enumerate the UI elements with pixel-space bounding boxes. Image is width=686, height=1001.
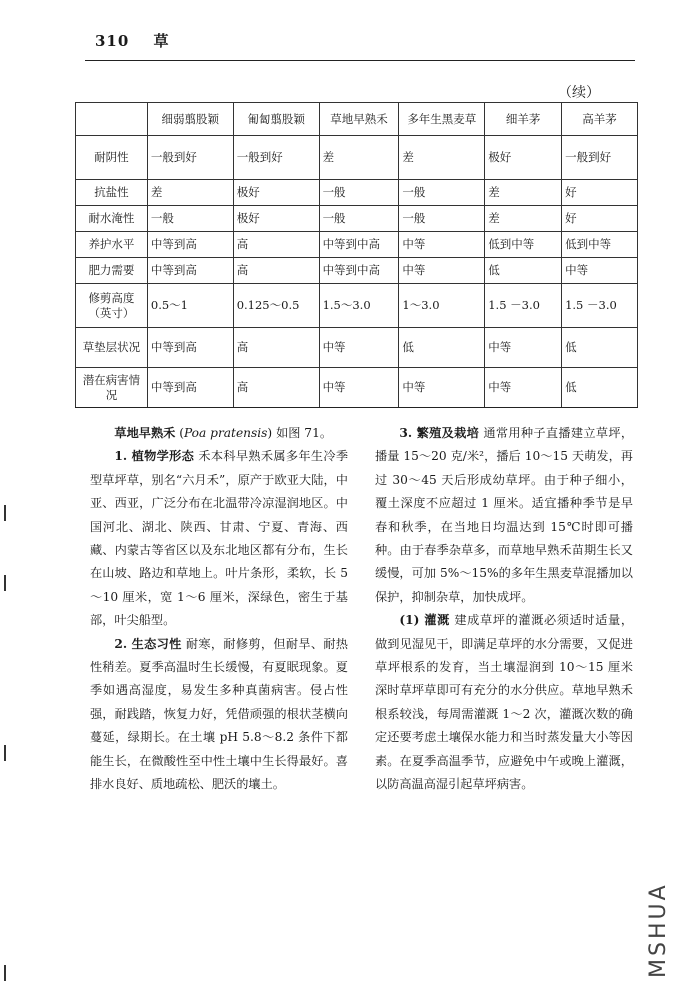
table-header-cell: 匍匐翦股颖 xyxy=(233,103,319,136)
row-label: 耐阴性 xyxy=(76,136,148,180)
scan-margin-mark xyxy=(4,965,6,981)
table-header-cell xyxy=(76,103,148,136)
table-cell: 1.5～3.0 xyxy=(319,284,399,328)
table-cell: 高 xyxy=(233,328,319,368)
species-name: 草地早熟禾 xyxy=(114,426,176,440)
table-cell: 高 xyxy=(233,258,319,284)
table-cell: 差 xyxy=(399,136,485,180)
table-cell: 中等 xyxy=(485,368,562,408)
header-rule xyxy=(85,60,635,61)
table-cell: 极好 xyxy=(233,180,319,206)
table-header-cell: 细弱翦股颖 xyxy=(147,103,233,136)
table-cell: 0.125～0.5 xyxy=(233,284,319,328)
row-label: 耐水淹性 xyxy=(76,206,148,232)
row-label: 抗盐性 xyxy=(76,180,148,206)
table-header-cell: 高羊茅 xyxy=(562,103,638,136)
table-cell: 中等到中高 xyxy=(319,232,399,258)
table-cell: 1～3.0 xyxy=(399,284,485,328)
table-row xyxy=(76,328,638,368)
paragraph xyxy=(375,609,633,796)
page-number: 310 xyxy=(95,32,130,50)
row-label: 肥力需要 xyxy=(76,258,148,284)
table-cell: 中等到高 xyxy=(147,258,233,284)
table-cell: 低到中等 xyxy=(562,232,638,258)
paragraph-heading: 3. 繁殖及栽培 xyxy=(399,426,480,440)
table-row xyxy=(76,180,638,206)
table-row xyxy=(76,258,638,284)
row-label: 草垫层状况 xyxy=(76,328,148,368)
table-cell: 一般 xyxy=(399,180,485,206)
table-cell: 中等 xyxy=(562,258,638,284)
table-cell: 中等到高 xyxy=(147,328,233,368)
table-cell: 中等到高 xyxy=(147,368,233,408)
table-cell: 中等 xyxy=(485,328,562,368)
paragraph xyxy=(90,445,348,632)
table-cell: 好 xyxy=(562,206,638,232)
table-cell: 一般到好 xyxy=(233,136,319,180)
table-header-row xyxy=(76,103,638,136)
table-row xyxy=(76,368,638,408)
table-cell: 一般到好 xyxy=(147,136,233,180)
scan-margin-mark xyxy=(4,505,6,521)
table-row xyxy=(76,232,638,258)
scan-margin-mark xyxy=(4,745,6,761)
row-label: 潜在病害情况 xyxy=(76,368,148,408)
table-cell: 高 xyxy=(233,368,319,408)
table-cell: 中等 xyxy=(399,258,485,284)
table-cell: 1.5 －3.0 xyxy=(485,284,562,328)
table-cell: 极好 xyxy=(233,206,319,232)
table-cell: 差 xyxy=(319,136,399,180)
table-cell: 低到中等 xyxy=(485,232,562,258)
table-cell: 中等 xyxy=(399,232,485,258)
table-row xyxy=(76,206,638,232)
table-cell: 差 xyxy=(485,206,562,232)
table-cell: 低 xyxy=(562,368,638,408)
page-header xyxy=(95,30,170,51)
paragraph-body: 建成草坪的灌溉必须适时适量，做到见湿见干，即满足草坪的水分需要，又促进草坪根系的发育，当土壤湿润到 10～15 厘米深时草坪草即可有充分的水分供应。草地早熟禾根系较浅，每周需灌溉 1～2 次，灌溉次数的确定还要考虑土壤保水能力和当时蒸发量大小等因素。在夏季高温季节，应避免中午或晚上灌溉，以防高温高湿引起草坪病害。 xyxy=(375,613,634,792)
watermark: MSHUA xyxy=(646,882,671,978)
row-label: 修剪高度（英寸） xyxy=(76,284,148,328)
paragraph-heading: 2. 生态习性 xyxy=(114,636,182,651)
paragraph xyxy=(375,422,633,609)
table-cell: 一般到好 xyxy=(562,136,638,180)
paragraph-body: 通常用种子直播建立草坪，播量 15～20 克/米²，播后 10～15 天萌发，再过 30～45 天后形成幼草坪。由于种子细小，覆土深度不应超过 1 厘米。适宜播种季节是早春和秋季，在当地日均温达到 15℃时即可播种。由于春季杂草多，而草地早熟禾苗期生长又缓慢，可加 5%～15%的多年生黑麦草混播加以保护，抑制杂草，加快成坪。 xyxy=(375,426,634,604)
table-header-cell: 草地早熟禾 xyxy=(319,103,399,136)
latin-name: Poa pratensis xyxy=(183,426,268,440)
table-cell: 高 xyxy=(233,232,319,258)
table-cell: 中等 xyxy=(319,368,399,408)
paragraph-body: 禾本科早熟禾属多年生冷季型草坪草，别名“六月禾”，原产于欧亚大陆，中亚、西亚，广泛分布在北温带冷凉湿润地区。中国河北、湖北、陕西、甘肃、宁夏、青海、西藏、内蒙古等省区以及东北地区都有分布，生长在山坡、路边和草地上。叶片条形，柔软，长 5～10 厘米，宽 1～6 厘米，深绿色，密生于基部，叶尖船型。 xyxy=(90,449,349,628)
table-cell: 中等 xyxy=(399,368,485,408)
table-cell: 低 xyxy=(485,258,562,284)
table-cell: 差 xyxy=(147,180,233,206)
table-cell: 低 xyxy=(562,328,638,368)
section-title: 草地早熟禾 (Poa pratensis) 如图 71。 xyxy=(114,426,333,440)
table-cell: 一般 xyxy=(399,206,485,232)
table-cell: 好 xyxy=(562,180,638,206)
table-cell: 极好 xyxy=(485,136,562,180)
table-cell: 一般 xyxy=(319,206,399,232)
figure-reference: 如图 71。 xyxy=(276,426,333,440)
paragraph xyxy=(90,633,348,797)
comparison-table xyxy=(75,102,638,408)
table-row xyxy=(76,136,638,180)
table-cell: 中等到高 xyxy=(147,232,233,258)
table-cell: 低 xyxy=(399,328,485,368)
table-header-cell: 多年生黑麦草 xyxy=(399,103,485,136)
running-title: 草 xyxy=(153,32,170,50)
left-column xyxy=(90,422,348,797)
table-header-cell: 细羊茅 xyxy=(485,103,562,136)
right-column xyxy=(375,422,633,797)
table-cell: 一般 xyxy=(147,206,233,232)
paragraph-heading: (1) 灌溉 xyxy=(399,613,450,628)
paragraph-heading: 1. 植物学形态 xyxy=(114,449,195,464)
paragraph-body: 耐寒，耐修剪，但耐旱、耐热性稍差。夏季高温时生长缓慢，有夏眠现象。夏季如遇高湿度，易发生多种真菌病害。侵占性强，耐践踏，恢复力好，凭借顽强的根状茎横向蔓延，绿期长。在土壤 pH 5.8～8.2 条件下都能生长，在微酸性至中性土壤中生长得最好。喜排水良好、质地疏松、肥沃的壤土。 xyxy=(90,636,348,792)
table-cell: 中等到中高 xyxy=(319,258,399,284)
table-cell: 1.5 －3.0 xyxy=(562,284,638,328)
table-cell: 0.5～1 xyxy=(147,284,233,328)
continued-label: （续） xyxy=(558,85,600,101)
row-label: 养护水平 xyxy=(76,232,148,258)
table-row xyxy=(76,284,638,328)
table-cell: 一般 xyxy=(319,180,399,206)
table-cell: 中等 xyxy=(319,328,399,368)
scan-margin-mark xyxy=(4,575,6,591)
table-cell: 差 xyxy=(485,180,562,206)
